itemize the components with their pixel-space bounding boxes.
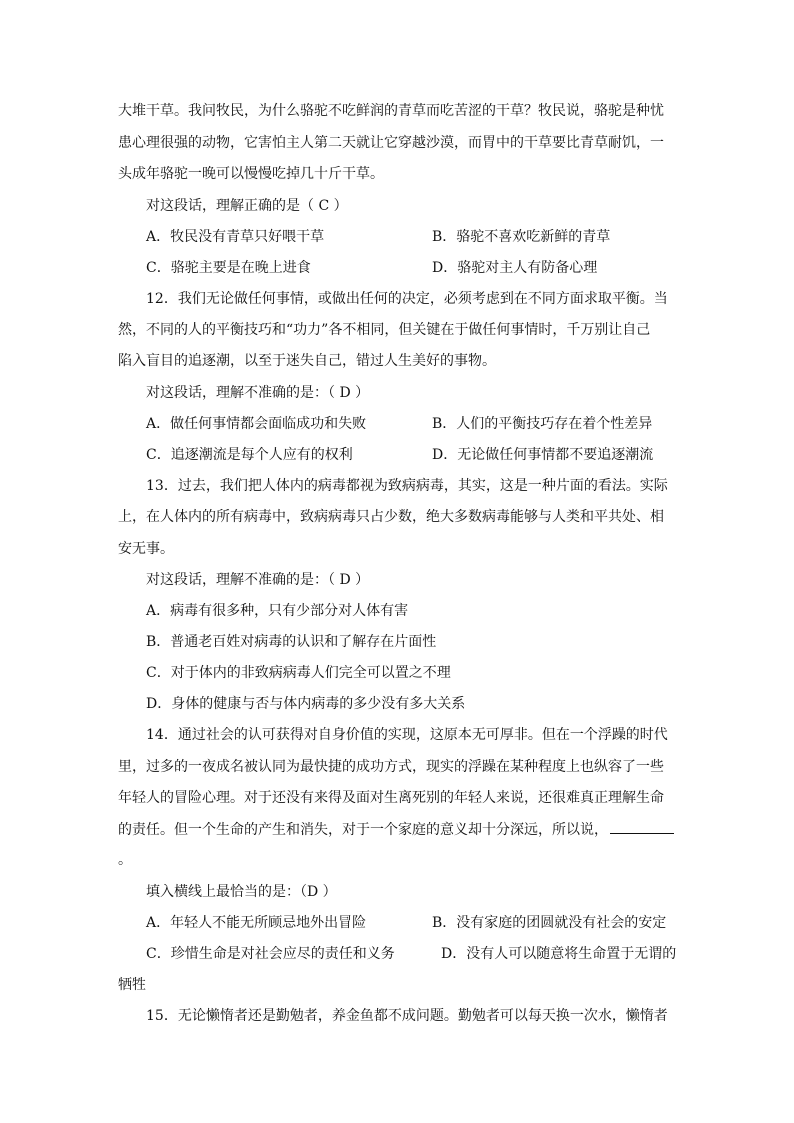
q14-option-c: C．珍惜生命是对社会应尽的责任和义务 — [146, 946, 395, 962]
q15-line-1: 15．无论懒惰者还是勤勉者，养金鱼都不成问题。勤勉者可以每天换一次水，懒惰者 — [146, 1008, 668, 1024]
q12-line-2: 然，不同的人的平衡技巧和“功力”各不相同，但关键在于做任何事情时，千万别让自己 — [118, 322, 651, 338]
intro-option-c: C．骆驼主要是在晚上进食 — [146, 260, 311, 276]
q12-option-c: C．追逐潮流是每个人应有的权利 — [146, 447, 353, 463]
q14-question: 填入横线上最恰当的是：（D ） — [146, 884, 337, 900]
q13-option-a: A．病毒有很多种，只有少部分对人体有害 — [146, 603, 409, 619]
q14-option-b: B．没有家庭的团圆就没有社会的安定 — [432, 915, 667, 931]
intro-line-1: 大堆干草。我问牧民，为什么骆驼不吃鲜润的青草而吃苦涩的干草？牧民说，骆驼是种忧 — [118, 103, 664, 119]
intro-option-b: B．骆驼不喜欢吃新鲜的青草 — [432, 229, 611, 245]
answer-blank — [610, 819, 674, 834]
q13-line-1: 13．过去，我们把人体内的病毒都视为致病病毒，其实，这是一种片面的看法。实际 — [146, 478, 668, 494]
q13-option-b: B．普通老百姓对病毒的认识和了解存在片面性 — [146, 634, 437, 650]
q12-line-3: 陷入盲目的追逐潮，以至于迷失自己，错过人生美好的事物。 — [118, 353, 496, 369]
q13-question: 对这段话，理解不准确的是：（ D ） — [146, 572, 370, 588]
q12-option-a: A．做任何事情都会面临成功和失败 — [146, 416, 367, 432]
q13-line-2: 上，在人体内的所有病毒中，致病病毒只占少数，绝大多数病毒能够与人类和平共处、相 — [118, 509, 664, 525]
q12-line-1: 12．我们无论做任何事情，或做出任何的决定，必须考虑到在不同方面求取平衡。当 — [146, 291, 668, 307]
q14-line-3: 年轻人的冒险心理。对于还没有来得及面对生离死别的年轻人来说，还很难真正理解生命 — [118, 790, 664, 806]
q14-line-4 — [118, 819, 674, 839]
q14-option-a: A．年轻人不能无所顾忌地外出冒险 — [146, 915, 367, 931]
q14-line-2: 里，过多的一夜成名被认同为最快捷的成功方式，现实的浮躁在某种程度上也纵容了一些 — [118, 759, 664, 775]
q12-option-b: B．人们的平衡技巧存在着个性差异 — [432, 416, 653, 432]
q13-line-3: 安无事。 — [118, 541, 174, 557]
q14-option-d: D．没有人可以随意将生命置于无谓的 — [441, 946, 677, 962]
q14-option-d-cont: 牺牲 — [118, 977, 146, 993]
intro-question: 对这段话，理解正确的是（ C ） — [146, 198, 348, 214]
q12-option-d: D．无论做任何事情都不要追逐潮流 — [432, 447, 654, 463]
q13-option-d: D．身体的健康与否与体内病毒的多少没有多大关系 — [146, 696, 466, 712]
q12-question: 对这段话，理解不准确的是：（ D ） — [146, 385, 370, 401]
q14-line-5: 。 — [118, 852, 132, 868]
q14-line-1: 14．通过社会的认可获得对自身价值的实现，这原本无可厚非。但在一个浮躁的时代 — [146, 727, 668, 743]
q13-option-c: C．对于体内的非致病病毒人们完全可以置之不理 — [146, 665, 451, 681]
q14-line-4-text: 的责任。但一个生命的产生和消失，对于一个家庭的意义却十分深远，所以说， — [118, 822, 608, 838]
intro-option-d: D．骆驼对主人有防备心理 — [432, 260, 598, 276]
intro-line-3: 头成年骆驼一晚可以慢慢吃掉几十斤干草。 — [118, 166, 384, 182]
intro-line-2: 患心理很强的动物，它害怕主人第二天就让它穿越沙漠，而胃中的干草要比青草耐饥，一 — [118, 135, 664, 151]
intro-option-a: A．牧民没有青草只好喂干草 — [146, 229, 325, 245]
